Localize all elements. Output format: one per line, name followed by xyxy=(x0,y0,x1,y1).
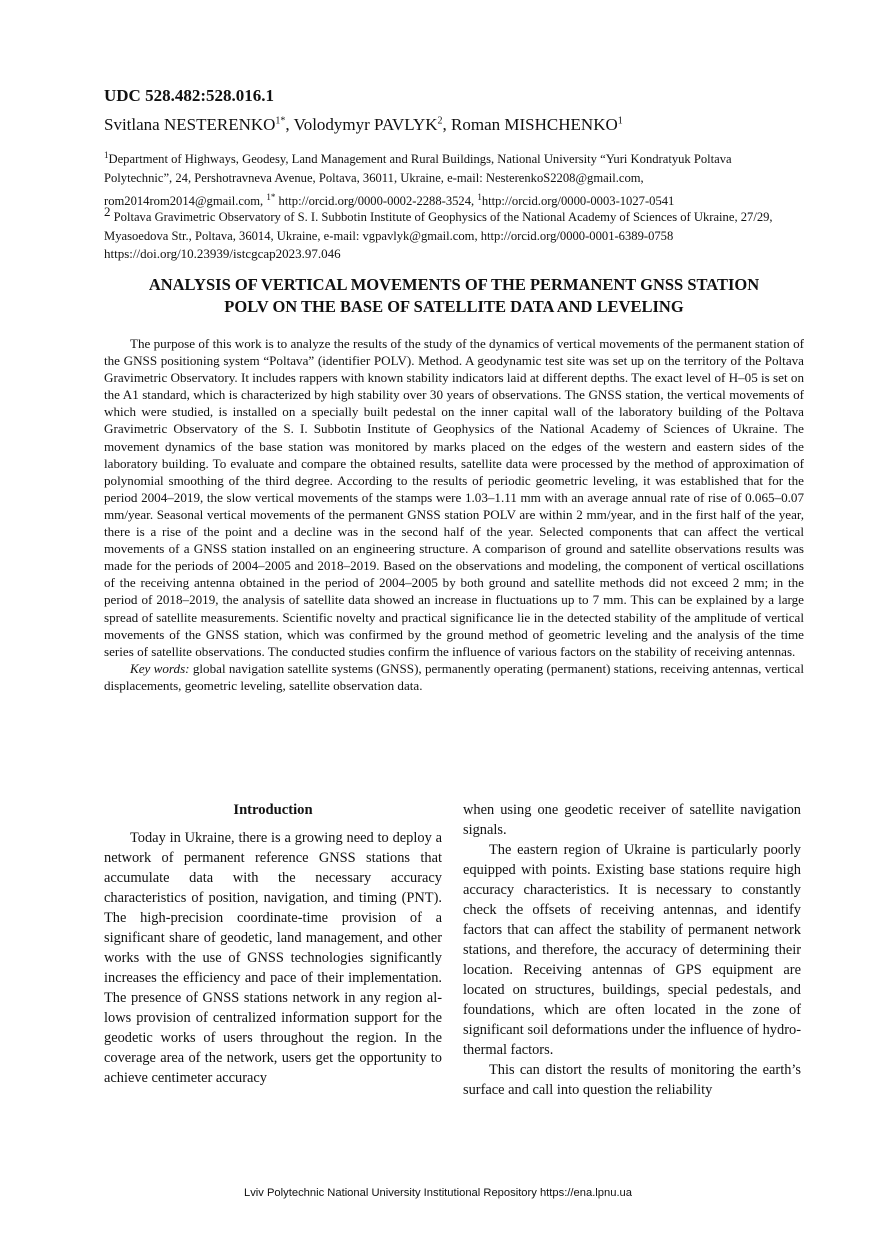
affiliation-text: Department of Highways, Geodesy, Land Management and Rural Buildings, National University “Yuri Kondratyuk Poltava Polytechnic”, 24, Pershotravneva Avenue, Poltava, 36011, Ukraine, e-mail: NesterenkoS2208@gmail.com, rom2014rom2014@gmail.com, xyxy=(104,152,732,209)
keywords-label: Key words: xyxy=(130,660,190,676)
author-affiliation-mark: 2 xyxy=(437,115,443,127)
affiliation-text: Poltava Gravimetric Observatory of S. I. Subbotin Institute of Geophysics of the National Academy of Sciences of Ukraine, 27/29, Myasoedova Str., Poltava, 36014, Ukraine, e-mail: vgpavlyk@gmail.com, http://orcid.org/0000-0001-6389-0758 xyxy=(104,210,773,244)
paper-title xyxy=(104,274,804,318)
author-affiliation-mark: 1* xyxy=(275,115,286,127)
body-paragraph: This can distort the results of monitoring the earth’s surface and call into question the reliability xyxy=(463,1062,801,1098)
title-line: ANALYSIS OF VERTICAL MOVEMENTS OF THE PERMANENT GNSS STATION xyxy=(148,275,760,294)
body-paragraph: The eastern region of Ukraine is particularly poorly equipped with points. Existing base stations require high accuracy characteristics. It is necessary to constantly check the offsets of receiving antennas, and identify factors that can affect the stability of permanent network stations, and therefore, the accuracy of determining their location. Receiving antennas of GPS equipment are located on structures, buildings, special pedestals, and foundations, which are often located in the zone of significant soil deformations under the influence of hydrothermal factors. xyxy=(463,842,801,1058)
orcid-link[interactable]: http://orcid.org/0000-0003-1027-0541 xyxy=(481,194,675,209)
author-name: Volodymyr PAVLYK xyxy=(293,115,438,134)
author-name: Svitlana NESTERENKO xyxy=(104,115,276,134)
repository-footer: Lviv Polytechnic National University Institutional Repository https://ena.lpnu.ua xyxy=(243,1187,633,1199)
orcid-link[interactable]: http://orcid.org/0000-0002-2288-3524, xyxy=(278,194,475,209)
affiliation-2 xyxy=(104,202,784,246)
orcid-mark: 1* xyxy=(266,192,276,203)
title-line: POLV ON THE BASE OF SATELLITE DATA AND LEVELING xyxy=(224,297,684,316)
udc-code: UDC 528.482:528.016.1 xyxy=(104,86,274,105)
orcid-mark: 1 xyxy=(477,192,482,203)
affiliation-mark: 2 xyxy=(104,204,111,219)
author-list: Svitlana $NESTERENKO^{1*}$, Volodymyr PAVLYK$^2$, Roman MISHCHENKO$^1$ xyxy=(104,115,623,134)
keywords-paragraph xyxy=(104,660,804,694)
section-heading-introduction: Introduction xyxy=(233,802,313,818)
body-paragraph: Today in Ukraine, there is a growing need to deploy a network of permanent reference GNSS stations that accumulate data with the necessary accuracy characteristics of position, navigation, and timing (PNT). The high-precision coordinate-time provision of a significant share of geodetic, land management, and other works with the use of GNSS technologies significantly increases the efficiency and pace of their implementation. The presence of GNSS stations network in any region allows provision of centralized information support for the geodetic works of users throughout the region. In the coverage area of the network, users get the opportunity to achieve centimeter accuracy xyxy=(104,830,442,1086)
author-affiliation-mark: 1 xyxy=(617,115,623,127)
abstract-text: The purpose of this work is to analyze the results of the study of the dynamics of vertical movements of the permanent station of the GNSS positioning system “Poltava” (identifier POLV). Method. A geodynamic test site was set up on the territory of the Poltava Gravimetric Observatory. It includes rappers with known stability indicators laid at different depths. The exact level of H–05 is set on the A1 standard, which is characterized by high stability over 30 years of observations. The GNSS station, the vertical movements of which were studied, is installed on a specially built pedestal on the inner capital wall of the laboratory building of the Poltava Gravimetric Observatory of the S. I. Subbotin Institute of Geophysics of the National Academy of Sciences of Ukraine. The movement dynamics of the base station was monitored by marks placed on the edges of the western and eastern sides of the laboratory building. To evaluate and compare the obtained results, satellite data were processed by the method of approximation of polynomial smoothing of the third degree. According to the results of periodic geometric leveling, it was established that for the period 2004–2019, the slow vertical movements of the stamps were 1.03–1.11 mm with an average annual rate of rise of 0.065–0.07 mm/year. Seasonal vertical movements of the permanent GNSS station POLV are within 2 mm/year, and in the first half of the year, there is a rise of the point and a decline was in the second half of the year. Selected components that can affect the vertical movements of a GNSS station installed on an engineering structure. A comparison of ground and satellite observations results was made for the periods of 2004–2005 and 2018–2019. Based on the observations and modeling, the component of vertical oscillations of the receiving antenna obtained in the period of 2004–2005 by both ground and satellite methods did not exceed 2 mm; in the period of 2018–2019, the analysis of satellite data showed an increase in fluctuations up to 7 mm. This can be explained by a large spread of satellite measurements. Scientific novelty and practical significance lie in the detected stability of the amplitude of vertical movements of the GNSS station, which was confirmed by the ground method of geometric leveling and the analysis of the time series of satellite observations. The conducted studies confirm the influence of various factors on the stability of receiving antennas. xyxy=(104,336,804,659)
body-paragraph: when using one geodetic receiver of satellite navigation signals. xyxy=(463,802,801,838)
right-column xyxy=(463,800,801,1100)
doi-link[interactable]: https://doi.org/10.23939/istcgcap2023.97.046 xyxy=(104,246,341,261)
affiliation-mark: 1 xyxy=(104,150,109,160)
abstract xyxy=(104,335,804,694)
author-name: Roman MISHCHENKO xyxy=(451,115,618,134)
keywords-text: global navigation satellite systems (GNSS), permanently operating (permanent) stations, receiving antennas, vertical displacements, geometric leveling, satellite observation data. xyxy=(104,660,804,693)
left-column xyxy=(104,800,442,1088)
